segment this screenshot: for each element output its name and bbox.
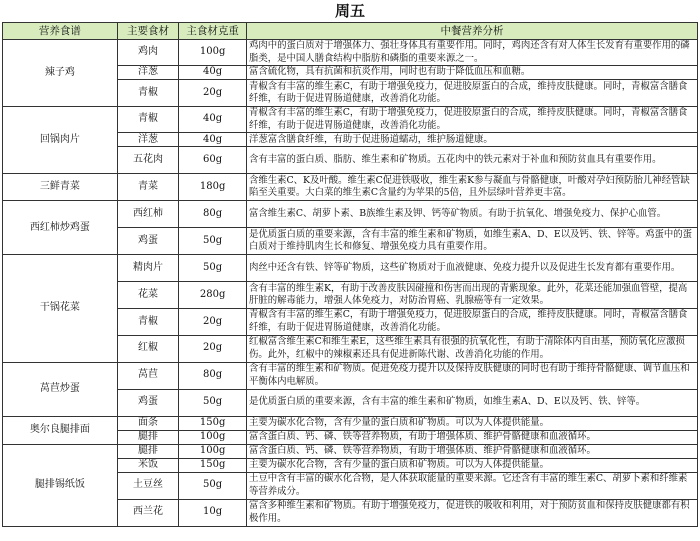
analysis-cell: 土豆中含有丰富的碳水化合物，是人体获取能量的重要来源。它还含有丰富的维生素C、胡萝卜素和纤维素等营养成分。 xyxy=(246,472,697,499)
weight-cell: 150g xyxy=(179,458,247,472)
analysis-cell: 洋葱富含膳食纤维，有助于促进肠道蠕动，维护肠道健康。 xyxy=(246,133,697,147)
weight-cell: 40g xyxy=(179,133,247,147)
ingredient-cell: 青椒 xyxy=(117,309,179,335)
ingredient-cell: 土豆丝 xyxy=(117,472,179,499)
analysis-cell: 含有丰富的蛋白质、脂肪、维生素和矿物质。五花肉中的铁元素对于补血和预防贫血具有重要作用。 xyxy=(246,147,697,174)
ingredient-cell: 青椒 xyxy=(117,80,179,107)
analysis-cell: 是优质蛋白质的重要来源，含有丰富的维生素和矿物质，如维生素A、D、E以及钙、铁、锌等。鸡蛋中的蛋白质对于维持肌肉生长和修复、增强免疫力具有重要作用。 xyxy=(246,228,697,255)
ingredient-cell: 鸡蛋 xyxy=(117,389,179,416)
analysis-cell: 红椒富含维生素C和维生素E，这些维生素具有很强的抗氧化性，有助于清除体内自由基，预防氧化应激损伤。此外，红椒中的辣椒素还具有促进新陈代谢、改善消化功能的作用。 xyxy=(246,335,697,362)
ingredient-cell: 西红柿 xyxy=(117,201,179,228)
ingredient-cell: 青椒 xyxy=(117,107,179,133)
header-ingredient: 主要食材 xyxy=(117,23,179,40)
ingredient-cell: 鸡肉 xyxy=(117,40,179,66)
weight-cell: 50g xyxy=(179,389,247,416)
analysis-cell: 肉丝中还含有铁、锌等矿物质，这些矿物质对于血液健康、免疫力提升以及促进生长发育都有重要作用。 xyxy=(246,255,697,282)
weight-cell: 280g xyxy=(179,282,247,309)
header-row xyxy=(3,23,698,40)
ingredient-cell: 面条 xyxy=(117,416,179,430)
analysis-cell: 富含多种维生素和矿物质。有助于增强免疫力，促进铁的吸收和利用，对于预防贫血和保持皮肤健康都有积极作用。 xyxy=(246,499,697,526)
ingredient-cell: 洋葱 xyxy=(117,66,179,80)
weight-cell: 50g xyxy=(179,472,247,499)
analysis-cell: 含有丰富的维生素和矿物质。促进免疫力提升以及保持皮肤健康的同时也有助于维持骨骼健康、调节血压和平衡体内电解质。 xyxy=(246,362,697,389)
dish-name: 辣子鸡 xyxy=(3,40,118,107)
analysis-cell: 鸡肉中的蛋白质对于增强体力、强壮身体具有重要作用。同时，鸡肉还含有对人体生长发育有重要作用的磷脂类，是中国人膳食结构中脂肪和磷脂的重要来源之一。 xyxy=(246,40,697,66)
ingredient-cell: 花菜 xyxy=(117,282,179,309)
weight-cell: 100g xyxy=(179,430,247,444)
table-row xyxy=(3,201,698,228)
header-recipe: 营养食谱 xyxy=(3,23,118,40)
table-row xyxy=(3,107,698,133)
table-row xyxy=(3,255,698,282)
dish-name: 奥尔良腿排面 xyxy=(3,416,118,444)
weight-cell: 180g xyxy=(179,174,247,201)
ingredient-cell: 腿排 xyxy=(117,430,179,444)
ingredient-cell: 精肉片 xyxy=(117,255,179,282)
dish-name: 干锅花菜 xyxy=(3,255,118,362)
weight-cell: 80g xyxy=(179,362,247,389)
ingredient-cell: 青菜 xyxy=(117,174,179,201)
weight-cell: 80g xyxy=(179,201,247,228)
weight-cell: 150g xyxy=(179,416,247,430)
header-weight: 主食材克重 xyxy=(179,23,247,40)
analysis-cell: 含有丰富的维生素K，有助于改善皮肤因碰撞和伤害而出现的青紫现象。此外，花菜还能加强血管壁，提高肝脏的解毒能力，增强人体免疫力，对防治胃癌、乳腺癌等有一定效果。 xyxy=(246,282,697,309)
weight-cell: 40g xyxy=(179,107,247,133)
weight-cell: 60g xyxy=(179,147,247,174)
weight-cell: 100g xyxy=(179,444,247,458)
analysis-cell: 主要为碳水化合物，含有少量的蛋白质和矿物质。可以为人体提供能量。 xyxy=(246,458,697,472)
analysis-cell: 青椒含有丰富的维生素C，有助于增强免疫力，促进胶原蛋白的合成，维持皮肤健康。同时，青椒富含膳食纤维，有助于促进胃肠道健康，改善消化功能。 xyxy=(246,80,697,107)
ingredient-cell: 腿排 xyxy=(117,444,179,458)
weight-cell: 20g xyxy=(179,335,247,362)
ingredient-cell: 莴苣 xyxy=(117,362,179,389)
dish-name: 莴苣炒蛋 xyxy=(3,362,118,416)
table-row xyxy=(3,362,698,389)
dish-name: 西红柿炒鸡蛋 xyxy=(3,201,118,255)
page-title: 周五 xyxy=(334,2,365,20)
analysis-cell: 是优质蛋白质的重要来源，含有丰富的维生素和矿物质，如维生素A、D、E以及钙、铁、锌等。 xyxy=(246,389,697,416)
analysis-cell: 富含蛋白质、钙、磷、铁等营养物质，有助于增强体质、维护骨骼健康和血液循环。 xyxy=(246,430,697,444)
analysis-cell: 富含维生素C、胡萝卜素、B族维生素及钾、钙等矿物质。有助于抗氧化、增强免疫力、保护心血管。 xyxy=(246,201,697,228)
weight-cell: 20g xyxy=(179,80,247,107)
weight-cell: 10g xyxy=(179,499,247,526)
ingredient-cell: 五花肉 xyxy=(117,147,179,174)
weight-cell: 50g xyxy=(179,255,247,282)
table-body xyxy=(3,40,698,527)
ingredient-cell: 米饭 xyxy=(117,458,179,472)
analysis-cell: 主要为碳水化合物，含有少量的蛋白质和矿物质。可以为人体提供能量。 xyxy=(246,416,697,430)
dish-name: 回锅肉片 xyxy=(3,107,118,174)
table-row xyxy=(3,416,698,430)
analysis-cell: 富含硫化物，具有抗菌和抗炎作用，同时也有助于降低血压和血糖。 xyxy=(246,66,697,80)
table-row xyxy=(3,444,698,458)
nutrition-table xyxy=(2,22,698,527)
header-analysis: 中餐营养分析 xyxy=(246,23,697,40)
ingredient-cell: 洋葱 xyxy=(117,133,179,147)
analysis-cell: 含维生素C、K及叶酸。维生素C促进铁吸收，维生素K参与凝血与骨骼健康，叶酸对孕妇预防胎儿神经管缺陷至关重要。大白菜的维生素C含量约为苹果的5倍，且外层绿叶营养更丰富。 xyxy=(246,174,697,201)
table-row xyxy=(3,174,698,201)
weight-cell: 40g xyxy=(179,66,247,80)
ingredient-cell: 鸡蛋 xyxy=(117,228,179,255)
weight-cell: 100g xyxy=(179,40,247,66)
dish-name: 三鲜青菜 xyxy=(3,174,118,201)
table-row xyxy=(3,40,698,66)
weight-cell: 20g xyxy=(179,309,247,335)
weight-cell: 50g xyxy=(179,228,247,255)
analysis-cell: 青椒含有丰富的维生素C，有助于增强免疫力，促进胶原蛋白的合成，维持皮肤健康。同时，青椒富含膳食纤维，有助于促进胃肠道健康，改善消化功能。 xyxy=(246,107,697,133)
ingredient-cell: 红椒 xyxy=(117,335,179,362)
analysis-cell: 富含蛋白质、钙、磷、铁等营养物质，有助于增强体质、维护骨骼健康和血液循环。 xyxy=(246,444,697,458)
analysis-cell: 青椒含有丰富的维生素C，有助于增强免疫力，促进胶原蛋白的合成，维持皮肤健康。同时，青椒富含膳食纤维，有助于促进胃肠道健康，改善消化功能。 xyxy=(246,309,697,335)
ingredient-cell: 西兰花 xyxy=(117,499,179,526)
dish-name: 腿排锡纸饭 xyxy=(3,444,118,526)
